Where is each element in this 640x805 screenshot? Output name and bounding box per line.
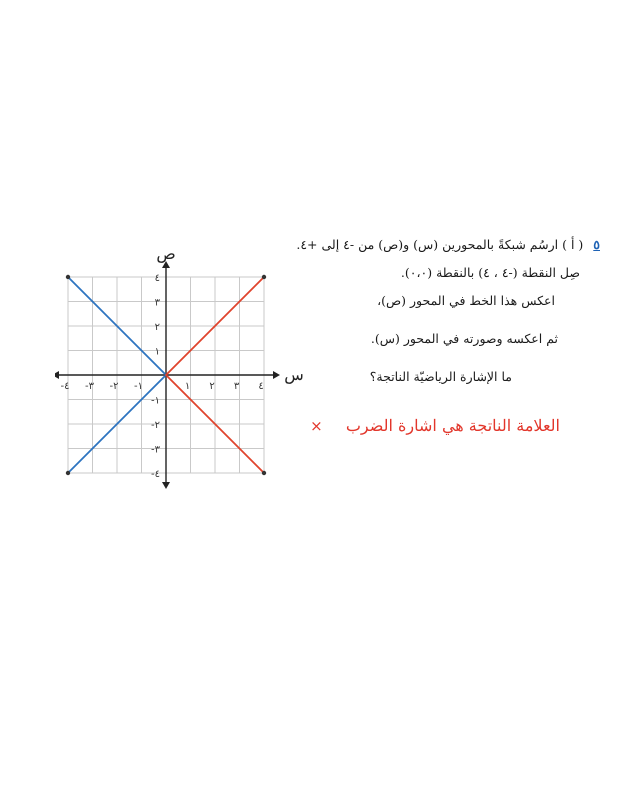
question-line-3: اعكس هذا الخط في المحور (ص)،	[377, 293, 555, 308]
y-axis-label: ص	[156, 244, 176, 263]
y-tick-label: ٣	[154, 297, 160, 309]
coordinate-graph	[55, 232, 325, 492]
answer-text: العلامة الناتجة هي اشارة الضرب	[345, 416, 560, 435]
series-endpoint	[66, 275, 70, 279]
answer-text-row	[310, 416, 560, 435]
multiplication-sign: ×	[310, 417, 323, 435]
series-endpoint	[66, 471, 70, 475]
graph-svg	[55, 232, 325, 492]
y-tick-label: -٣	[151, 444, 160, 456]
series-endpoint	[262, 275, 266, 279]
question-line-4: ثم اعكسه وصورته في المحور (س).	[370, 331, 558, 346]
x-tick-label: ٤	[258, 381, 264, 392]
question-line-1	[296, 237, 600, 252]
y-tick-label: -١	[151, 395, 160, 407]
x-tick-label: -٤	[60, 381, 70, 392]
question-line-2: صِل النقطة (-٤ ، ٤) بالنقطة (٠،٠).	[400, 265, 580, 280]
x-tick-label: -٣	[85, 381, 94, 392]
x-tick-label: ٣	[233, 381, 240, 392]
y-tick-label: ٤	[154, 273, 160, 284]
x-axis-label: س	[284, 365, 304, 384]
x-axis-arrow-right	[273, 371, 280, 379]
y-tick-label: ٢	[154, 322, 160, 333]
series-endpoint	[262, 471, 266, 475]
y-axis-arrow-down	[162, 482, 170, 489]
x-tick-label: -٢	[109, 381, 119, 392]
x-tick-label: ٢	[209, 381, 215, 392]
y-tick-label: -٤	[151, 469, 160, 480]
y-tick-label: ١	[154, 346, 160, 358]
question-part: ( أ )	[562, 237, 584, 252]
y-tick-label: -٢	[151, 420, 160, 431]
question-line-5: ما الإشارة الرياضيّة الناتجة؟	[369, 369, 512, 384]
x-tick-label: ١	[184, 381, 191, 392]
question-number: ٥	[593, 237, 600, 252]
question-text-1: ارسُم شبكةً بالمحورين (س) و(ص) من -٤ إلى +٤.	[296, 237, 559, 252]
x-tick-label: -١	[134, 381, 143, 392]
x-axis-arrow-left	[55, 371, 59, 379]
